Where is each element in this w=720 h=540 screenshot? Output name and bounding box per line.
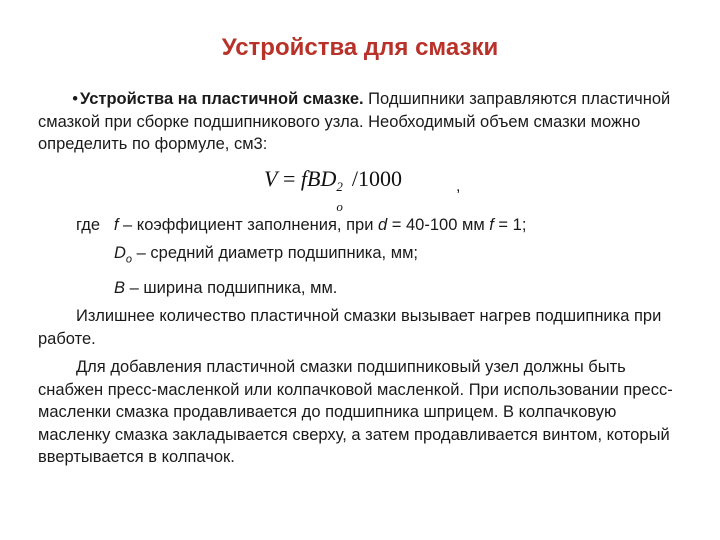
definition-do	[38, 242, 686, 271]
formula-f: f	[300, 165, 307, 191]
slide-title: Устройства для смазки	[221, 34, 499, 61]
formula-sub: o	[336, 198, 343, 214]
formula-row	[38, 165, 686, 214]
where-label: где	[76, 215, 101, 234]
def-do-sub: o	[125, 253, 133, 266]
bullet-marker: •	[72, 90, 78, 108]
def-b-text: – ширина подшипника, мм.	[125, 278, 338, 297]
intro-bold-lead: Устройства на пластичной смазке.	[80, 90, 364, 108]
formula-sup: 2	[336, 178, 343, 194]
grease-fitting-paragraph: Для добавления пластичной смазки подшипниковый узел должны быть снабжен пресс-масленкой или колпачковой масленкой. При использовании пресс-масленки смазка продавливается до подшипника шприцем. В колпачковую масленку смазка закладывается сверху, а затем продавливается винтом, который ввертывается в колпачок.	[38, 358, 673, 467]
def-do-text: – средний диаметр подшипника, мм;	[132, 244, 418, 262]
definition-b	[38, 277, 686, 300]
def-f-symbol2: f	[489, 215, 494, 234]
formula-b: B	[307, 165, 321, 191]
def-b-symbol: B	[114, 278, 126, 297]
formula-div: /1000	[346, 165, 402, 191]
slide-body	[38, 88, 686, 469]
def-f-text2: = 40-100 мм	[387, 215, 490, 234]
definition-f	[38, 214, 686, 237]
overheat-paragraph: Излишнее количество пластичной смазки вызывает нагрев подшипника при работе.	[38, 307, 662, 348]
volume-formula	[264, 165, 402, 214]
formula-lhs: V	[264, 165, 278, 191]
def-f-text3: = 1;	[493, 215, 527, 234]
def-d-symbol: d	[378, 215, 388, 234]
def-f-symbol: f	[113, 215, 119, 234]
formula-d: D	[320, 165, 337, 191]
intro-paragraph	[38, 88, 686, 156]
intro-text: Подшипники заправляются пластичной смазкой при сборке подшипникового узла. Необходимый объем смазки можно определить по формуле, см3:	[38, 90, 671, 153]
def-do-symbol: D	[114, 244, 126, 262]
formula-comma: ,	[456, 177, 461, 195]
formula-eq: =	[277, 165, 301, 191]
def-f-text1: – коэффициент заполнения, при	[118, 215, 379, 234]
